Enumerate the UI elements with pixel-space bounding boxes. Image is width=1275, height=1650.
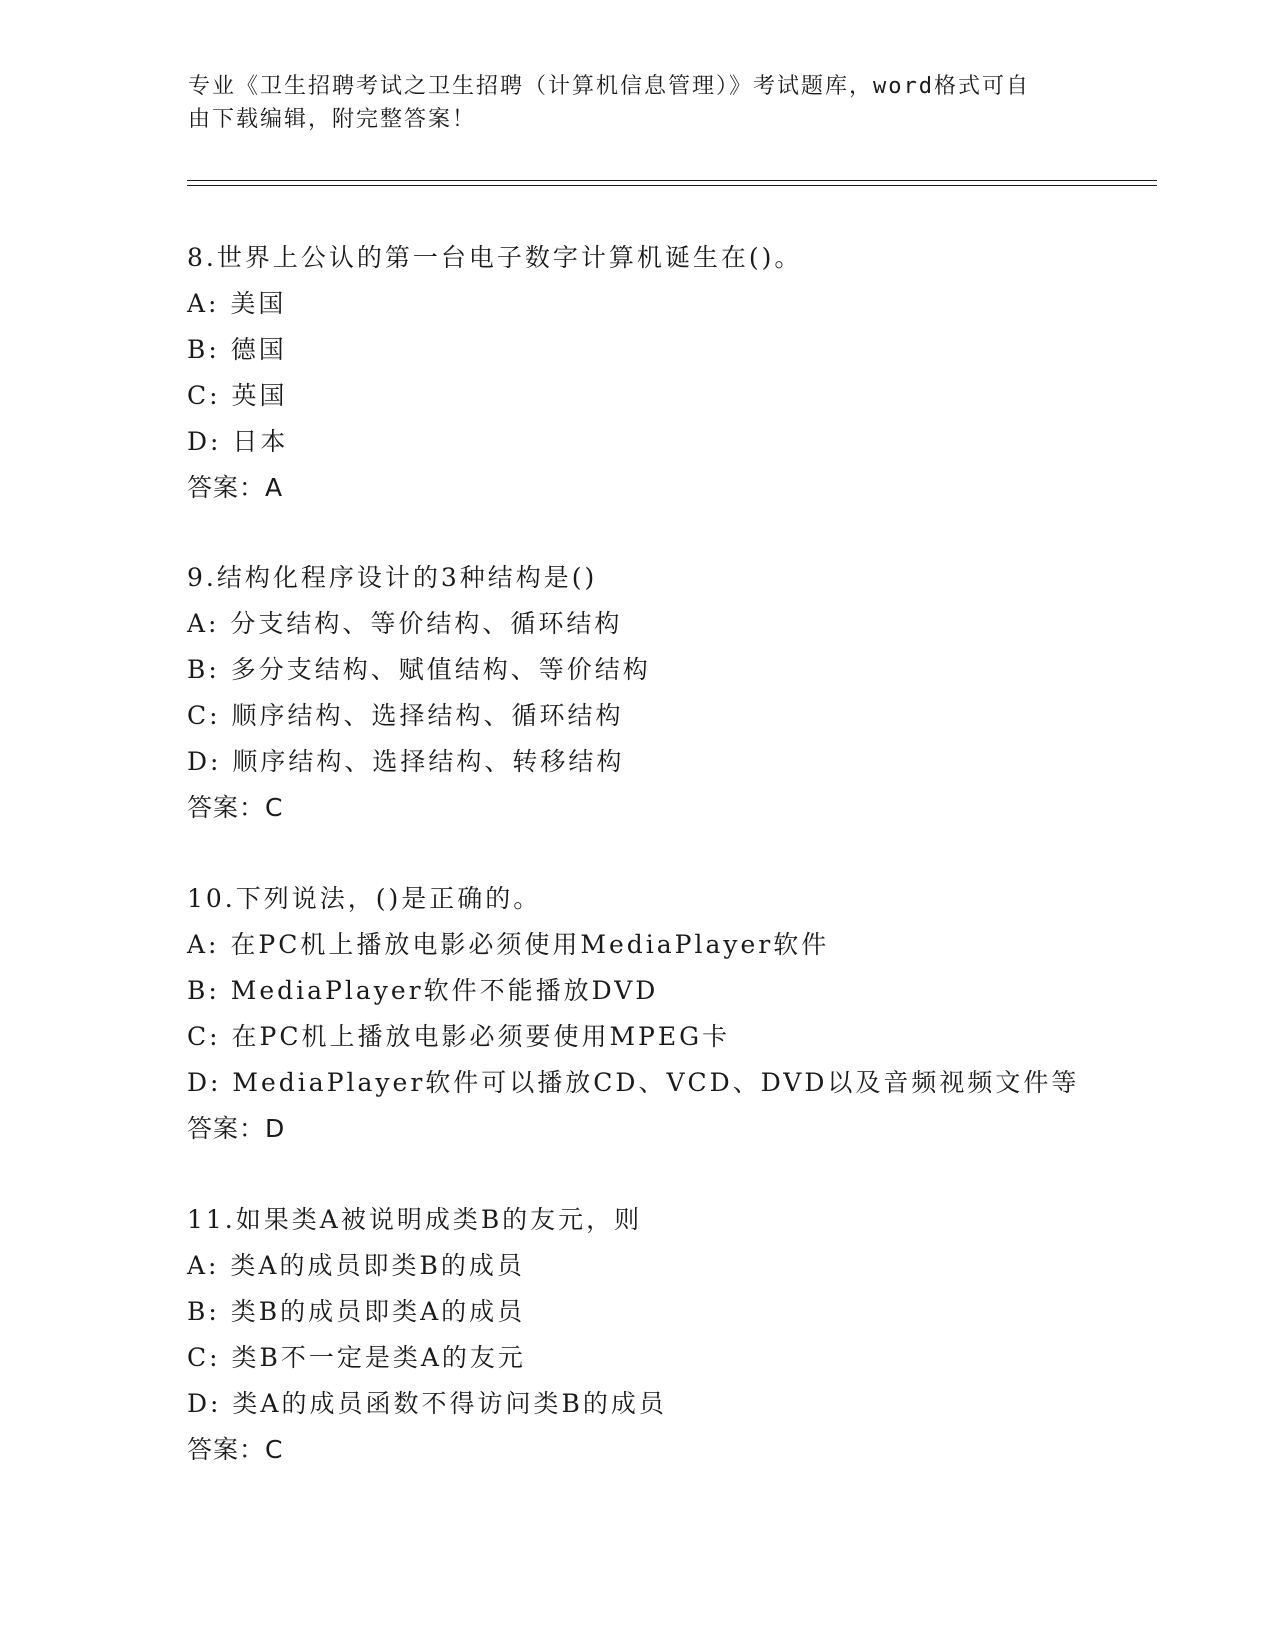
header-line-1: 专业《卫生招聘考试之卫生招聘（计算机信息管理）》考试题库，word格式可自	[188, 74, 1030, 99]
option-a: A: 美国	[187, 289, 287, 318]
option-d: D: MediaPlayer软件可以播放CD、VCD、DVD以及音频视频文件等	[187, 1068, 1080, 1097]
option-b: B: MediaPlayer软件不能播放DVD	[187, 976, 659, 1005]
question-9	[187, 555, 1187, 831]
option-c: C: 类B不一定是类A的友元	[187, 1343, 526, 1372]
option-a: A: 在PC机上播放电影必须使用MediaPlayer软件	[187, 930, 830, 959]
document-header	[188, 70, 1088, 136]
answer-label: 答案：D	[187, 1114, 286, 1143]
question-stem: 8.世界上公认的第一台电子数字计算机诞生在()。	[187, 243, 803, 272]
option-a: A: 分支结构、等价结构、循环结构	[187, 609, 623, 638]
question-stem: 11.如果类A被说明成类B的友元，则	[187, 1205, 643, 1234]
answer-label: 答案：C	[187, 793, 284, 822]
option-d: D: 顺序结构、选择结构、转移结构	[187, 747, 625, 776]
option-a: A: 类A的成员即类B的成员	[187, 1251, 525, 1280]
header-line-2: 由下载编辑，附完整答案！	[188, 107, 477, 132]
option-d: D: 类A的成员函数不得访问类B的成员	[187, 1389, 667, 1418]
answer-label: 答案：C	[187, 1435, 284, 1464]
answer-label: 答案：A	[187, 473, 284, 502]
option-b: B: 类B的成员即类A的成员	[187, 1297, 526, 1326]
question-11	[187, 1197, 1187, 1473]
option-b: B: 多分支结构、赋值结构、等价结构	[187, 655, 651, 684]
option-d: D: 日本	[187, 427, 289, 456]
question-stem: 10.下列说法，()是正确的。	[187, 884, 542, 913]
question-10	[187, 876, 1187, 1152]
header-divider-bottom	[187, 185, 1157, 186]
option-c: C: 顺序结构、选择结构、循环结构	[187, 701, 624, 730]
question-stem: 9.结构化程序设计的3种结构是()	[187, 563, 598, 592]
question-8	[187, 235, 1187, 511]
option-c: C: 在PC机上播放电影必须要使用MPEG卡	[187, 1022, 731, 1051]
option-b: B: 德国	[187, 335, 287, 364]
header-divider-top	[187, 180, 1157, 181]
option-c: C: 英国	[187, 381, 288, 410]
